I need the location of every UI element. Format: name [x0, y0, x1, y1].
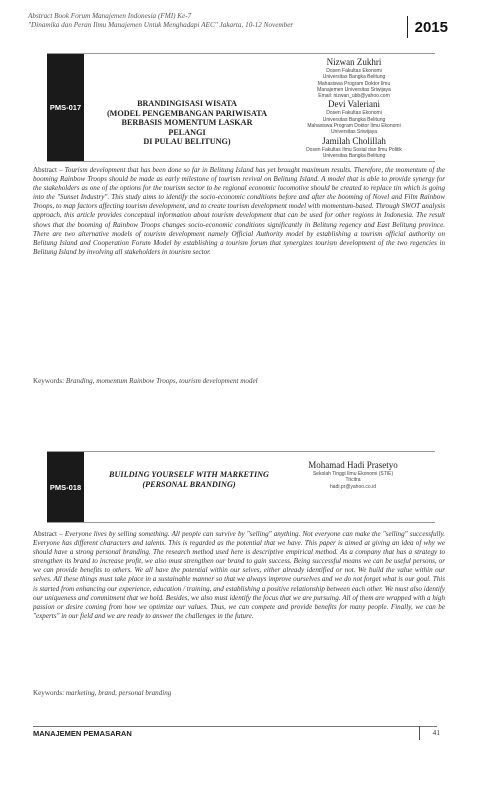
author-affiliation: Manajemen Universitas Sriwijaya	[317, 86, 391, 93]
header-year: 2015	[407, 16, 448, 38]
abstract-text: – Tourism development that has been done so far in Belitung Island has yet brought maximum results. Therefore, the momentum of the booming Rainbow Troops should be made as early milestone of tourism revival on Belitung Island. A model that is able to provide synergy for the stakeholders as one of the options for the tourism sector to be regional economic locomotive should be created to replace tin which is going into the "Sunset Industry". This study aims to identify the socio-economic conditions before and after the booming of Novel and Film Rainbow Troops, to map factors affecting tourism development, and to create tourism development model with momentum-based. Through SWOT analysis approach, this article provides conceptual information about tourism development that can be used for other regions in Indonesia. The result shows that the booming of Rainbow Troops changes socio-economic conditions significantly in Belitung regency and East Belitung province. There are two alternative models of tourism development namely Official Authority model by establishing a tourism official authority on Belitung Island and Cooperation Forum Model by establishing a tourism forum that synergizes tourism development of the two regencies in Belitung Island by involving all stakeholders in tourism sector.	[33, 166, 445, 256]
title-line: (PERSONAL BRANDING)	[142, 479, 236, 489]
paper-info-box	[47, 451, 435, 523]
author-name: Jamilah Cholillah	[322, 135, 386, 146]
keywords-text: marketing, brand, personal branding	[64, 689, 172, 697]
author-affiliation: Mahasiswa Program Doktor Ilmu Ekonomi	[307, 123, 401, 130]
author-name: Devi Valeriani	[327, 99, 381, 110]
keywords-line	[33, 689, 445, 697]
footer-rule	[33, 726, 437, 727]
paper-code: PMS-017	[47, 54, 84, 161]
author-email: Email: nizwan_ubb@yahoo.com	[318, 93, 390, 100]
author-affiliation: Universitas Bangka Belitung	[322, 152, 386, 159]
author-name: Nizwan Zukhri	[326, 57, 382, 67]
author-affiliation: Dosen Fakultas Ekonomi	[326, 110, 382, 117]
title-line: DI PULAU BELITUNG)	[143, 137, 231, 146]
author-affiliation: Universitas Bangka Belitung	[322, 74, 386, 81]
author-affiliation: Tricitra	[345, 477, 361, 484]
author-affiliation: Universitas Bangka Belitung	[322, 116, 386, 123]
title-line: BUILDING YOURSELF WITH MARKETING	[109, 470, 269, 479]
header-conference-theme: "Dinamika dan Peran Ilmu Manajemen Untuk Menghadapi AEC" Jakarta, 10-12 November	[28, 21, 294, 29]
abstract-paragraph	[33, 530, 445, 621]
author-affiliation: Universitas Sriwijaya	[330, 129, 378, 136]
paper-title	[102, 99, 272, 147]
author-affiliation: Dosen Fakultas Ilmu Sosial dan Ilmu Politik	[306, 146, 402, 153]
abstract-text: – Everyone lives by selling something. All people can survive by "selling" anything. Not everyone can make the "selling" successfully. Everyone has different characters and talents. This is regarded as the potential that we have. This paper is aimed at giving an idea of why we should have a strong personal branding. The research method used here is descriptive empirical method. As a company that has a strategy to strengthen its brand to increase profit, we also must strengthen our brand to gain success. Being successful means we can be useful persons, or we can provide benefits to others. We all have the potential within our selves, either already identified or not. We build the value within our selves. All these things must take place in a sustainable manner so that we always improve ourselves and we do not forget what is our goal. This is started from enhancing our experience, education / training, and establishing a positive relationship between each other. We must also identify our uniqueness and commitment that we hold. Besides, we also must identify the focus that we are pursuing. All of them are wrapped with a high passion or desire coming from how we optimize our values. Thus, we can compete and provide benefits for many people. Finally, we can be "experts" in our field and we are ready to answer the challenges in the future.	[33, 530, 445, 620]
author-list	[277, 57, 431, 159]
author-email: hadi.pr@yahoo.co.id	[330, 483, 376, 490]
paper-info-box	[47, 53, 435, 162]
keywords-label: Keywords:	[33, 377, 65, 385]
author-list	[273, 460, 433, 490]
abstract-label: Abstract	[33, 166, 58, 174]
running-header	[28, 12, 448, 52]
paper-code: PMS-018	[47, 452, 84, 522]
paper-title	[109, 470, 269, 489]
abstract-paragraph	[33, 166, 445, 257]
title-line: BRANDINGISASI WISATA	[137, 99, 237, 108]
keywords-label: Keywords:	[33, 689, 65, 697]
author-affiliation: Dosen Fakultas Ekonomi	[326, 68, 382, 74]
title-line: (MODEL PENGEMBANGAN PARIWISATA	[106, 108, 268, 118]
header-book-title: Abstract Book Forum Manajemen Indonesia (FMI) Ke-7	[28, 12, 192, 20]
author-affiliation: Sekolah Tinggi Ilmu Ekonomi (STIE)	[312, 471, 394, 477]
author-name: Mohamad Hadi Prasetyo	[308, 460, 398, 470]
footer-section-label: MANAJEMEN PEMASARAN	[33, 729, 132, 738]
page-number: 41	[419, 726, 440, 740]
author-affiliation: Mahasiswa Program Doktor Ilmu	[317, 80, 391, 87]
keywords-text: Branding, momentum Rainbow Troops, tourism development model	[64, 377, 258, 385]
title-line: BERBASIS MOMENTUM LASKAR PELANGI	[121, 118, 253, 137]
abstract-label: Abstract	[33, 530, 58, 538]
keywords-line	[33, 377, 445, 385]
